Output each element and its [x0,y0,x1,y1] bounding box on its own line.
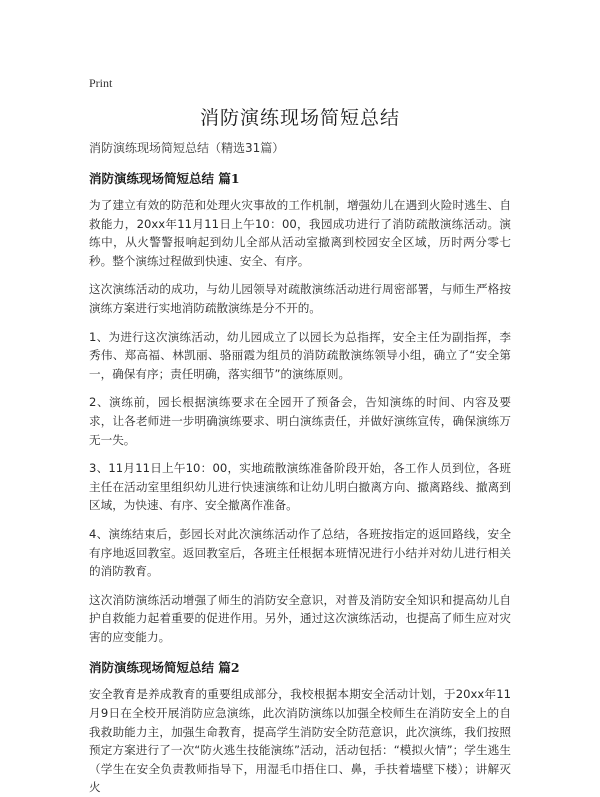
paragraph: 3、11月11日上午10：00，实地疏散演练准备阶段开始，各工作人员到位，各班主任在活动室里组织幼儿进行快速演练和让幼儿明白撤离方向、撤离路线、撤离到区域，为快速、有序、安全撤离作准备。 [89,461,511,513]
section-heading-1: 消防演练现场简短总结 篇1 [89,171,240,186]
print-link[interactable]: Print [89,76,113,90]
document-title: 消防演练现场简短总结 [199,107,400,129]
paragraph: 这次消防演练活动增强了师生的消防安全意识，对普及消防安全知识和提高幼儿自护自救能力起着重要的促进作用。另外，通过这次演练活动，也提高了师生应对灾害的应变能力。 [89,592,511,644]
paragraph: 为了建立有效的防范和处理火灾事故的工作机制，增强幼儿在遇到火险时逃生、自救能力，20xx年11月11日上午10：00，我园成功进行了消防疏散演练活动。演练中，从火警警报响起到幼儿全部从活动室撤离到校园安全区域，历时两分零七秒。整个演练过程做到快速、安全、有序。 [89,198,511,268]
paragraph: 这次演练活动的成功，与幼儿园领导对疏散演练活动进行周密部署，与师生严格按演练方案进行实地消防疏散演练是分不开的。 [89,282,511,315]
paragraph: 安全教育是养成教育的重要组成部分，我校根据本期安全活动计划，于20xx年11月9日在全校开展消防应急演练，此次消防演练以加强全校师生在消防安全上的自我救助能力主，加强生命教育，提高学生消防安全防范意识，此次演练，我们按照预定方案进行了一次“防火逃生技能演练”活动，活动包括：“模拟火情”；学生逃生（学生在安全负责教师指导下，用湿毛巾捂住口、鼻，手扶着墙壁下楼）；讲解灭火 [89,687,511,795]
paragraph: 2、演练前，园长根据演练要求在全园开了预备会，告知演练的时间、内容及要求，让各老师进一步明确演练要求、明白演练责任，并做好演练宣传，确保演练万无一失。 [89,395,511,447]
paragraph: 4、演练结束后，彭园长对此次演练活动作了总结，各班按指定的返回路线，安全有序地返回教室。返回教室后，各班主任根据本班情况进行小结并对幼儿进行相关的消防教育。 [89,526,511,579]
paragraph: 1、为进行这次演练活动，幼儿园成立了以园长为总指挥，安全主任为副指挥，李秀伟、郑高福、林凯丽、骆丽霞为组员的消防疏散演练领导小组，确立了“安全第一，确保有序；责任明确，落实细节”的演练原则。 [89,329,511,381]
section-heading-2: 消防演练现场简短总结 篇2 [89,660,240,676]
document-subtitle: 消防演练现场简短总结（精选31篇） [89,141,285,155]
